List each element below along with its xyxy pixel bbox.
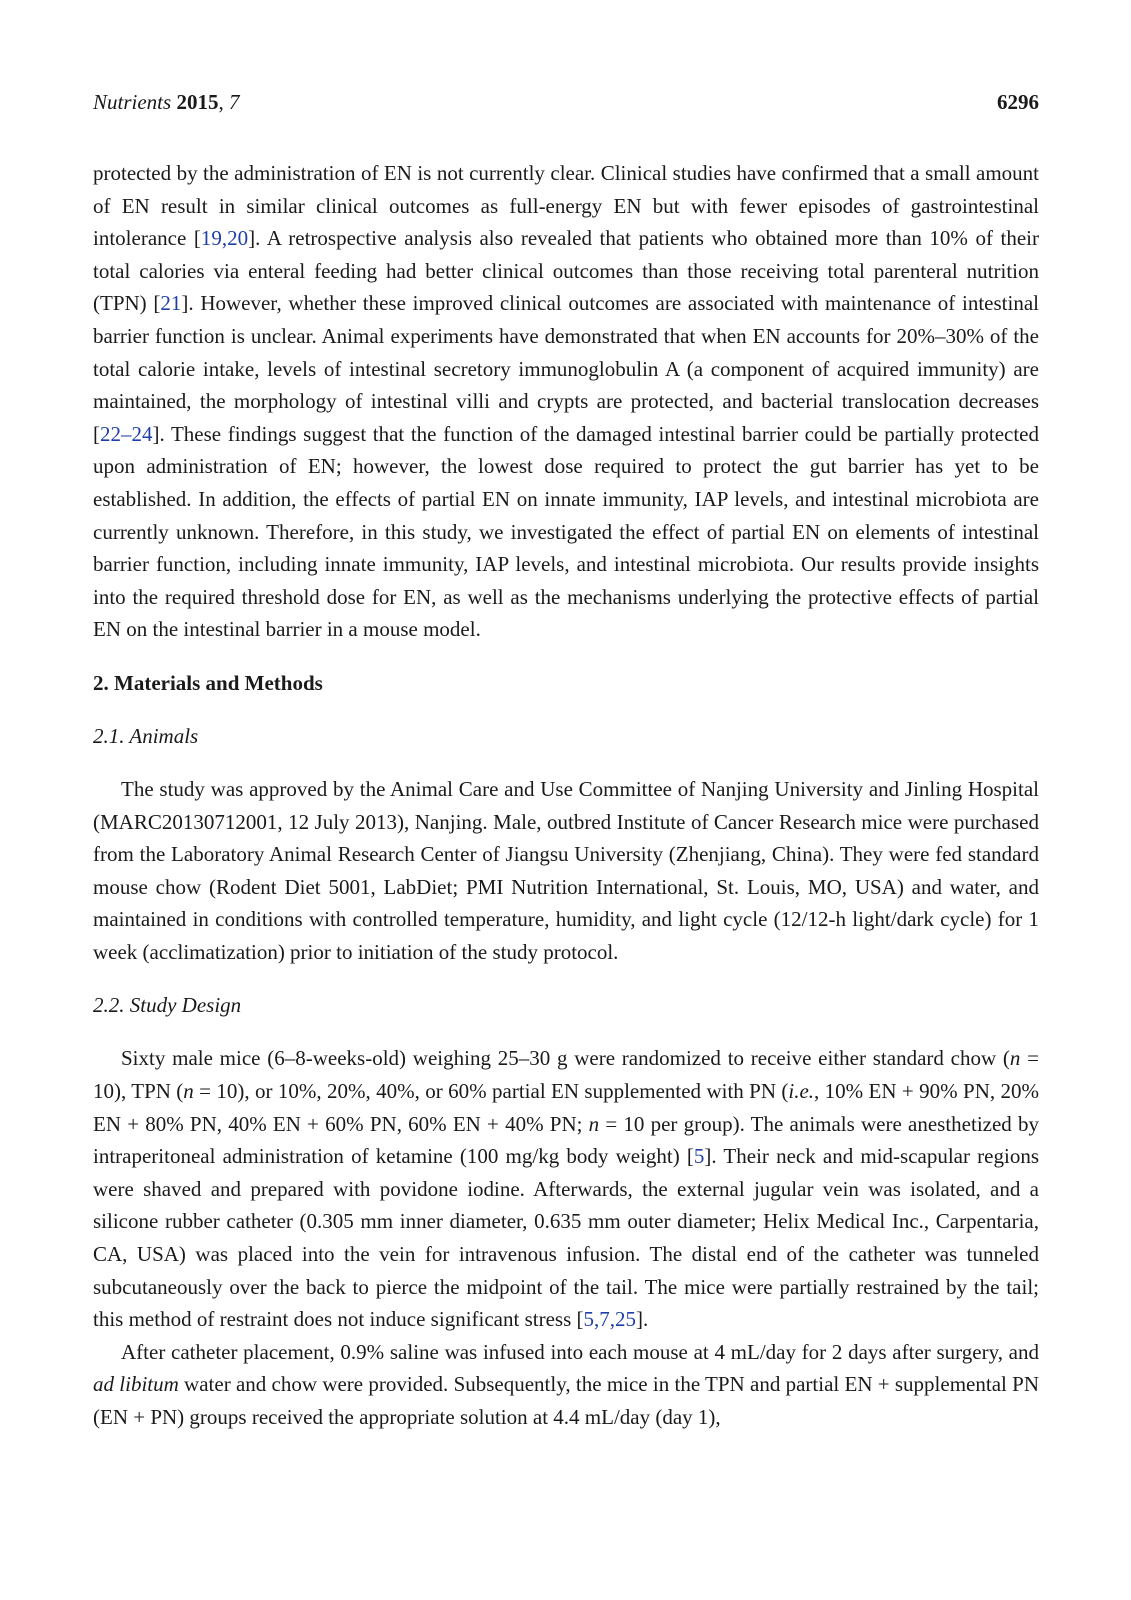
italic-ie: i.e.	[788, 1079, 815, 1104]
text-run: After catheter placement, 0.9% saline was infused into each mouse at 4 mL/day for 2 days after surgery, and	[121, 1339, 1039, 1364]
text-run: = 10), TPN (	[93, 1046, 1039, 1104]
text-run: , 10% EN + 90% PN, 20% EN + 80% PN, 40% EN + 60% PN, 60% EN + 40% PN;	[93, 1079, 1039, 1136]
citation-link[interactable]: 5,7,25	[583, 1307, 636, 1332]
spacer	[93, 1021, 1039, 1042]
study-design-paragraph-1	[93, 1042, 1039, 1335]
text-run: = 10), or 10%, 20%, 40%, or 60% partial EN supplemented with PN (	[193, 1079, 789, 1104]
citation-link[interactable]: 22–24	[100, 421, 153, 446]
section-heading-materials-methods: 2. Materials and Methods	[93, 670, 323, 695]
header-comma: ,	[218, 90, 229, 114]
animals-paragraph: The study was approved by the Animal Care and Use Committee of Nanjing University and Jinling Hospital (MARC20130712001, 12 July 2013), Nanjing. Male, outbred Institute of Cancer Research mice were purchased from the Laboratory Animal Research Center of Jiangsu University (Zhenjiang, China). They were fed standard mouse chow (Rodent Diet 5001, LabDiet; PMI Nutrition International, St. Louis, MO, USA) and water, and maintained in conditions with controlled temperature, humidity, and light cycle (12/12-h light/dark cycle) for 1 week (acclimatization) prior to initiation of the study protocol.	[93, 776, 1039, 964]
spacer	[93, 752, 1039, 773]
article-body	[93, 157, 1039, 1434]
text-run: ]. These findings suggest that the function of the damaged intestinal barrier could be partially protected upon administration of EN; however, the lowest dose required to protect the gut barrier has yet to be established. In addition, the effects of partial EN on innate immunity, IAP levels, and intestinal microbiota are currently unknown. Therefore, in this study, we investigated the effect of partial EN on elements of intestinal barrier function, including innate immunity, IAP levels, and intestinal microbiota. Our results provide insights into the required threshold dose for EN, as well as the mechanisms underlying the protective effects of partial EN on the intestinal barrier in a mouse model.	[93, 421, 1039, 642]
journal-volume: 7	[228, 90, 240, 114]
italic-n: n	[1009, 1046, 1021, 1071]
text-run: ].	[636, 1307, 649, 1332]
citation-link[interactable]: 21	[160, 291, 182, 316]
intro-paragraph	[93, 157, 1039, 646]
text-run: ]. However, whether these improved clinical outcomes are associated with maintenance of intestinal barrier function is unclear. Animal experiments have demonstrated that when EN accounts for 20%–30% of the total calorie intake, levels of intestinal secretory immunoglobulin A (a component of acquired immunity) are maintained, the morphology of intestinal villi and crypts are protected, and bacterial translocation decreases [	[93, 291, 1039, 446]
journal-year: 2015	[176, 90, 219, 114]
page-number: 6296	[997, 90, 1039, 114]
citation-link[interactable]: 19,20	[200, 226, 249, 251]
journal-name: Nutrients	[93, 90, 172, 114]
citation-link[interactable]: 5	[693, 1144, 705, 1169]
text-run: water and chow were provided. Subsequently, the mice in the TPN and partial EN + supplemental PN (EN + PN) groups received the appropriate solution at 4.4 mL/day (day 1),	[93, 1372, 1039, 1429]
text-run: Sixty male mice (6–8-weeks-old) weighing 25–30 g were randomized to receive either standard chow (	[121, 1046, 1010, 1071]
study-design-paragraph-2	[93, 1336, 1039, 1434]
running-header	[93, 88, 1039, 116]
text-run: ]. Their neck and mid-scapular regions were shaved and prepared with povidone iodine. Afterwards, the external jugular vein was isolated, and a silicone rubber catheter (0.305 mm inner diameter, 0.635 mm outer diameter; Helix Medical Inc., Carpentaria, CA, USA) was placed into the vein for intravenous infusion. The distal end of the catheter was tunneled subcutaneously over the back to pierce the midpoint of the tail. The mice were partially restrained by the tail; this method of restraint does not induce significant stress [	[93, 1144, 1039, 1332]
text-run: protected by the administration of EN is not currently clear. Clinical studies have confirmed that a small amount of EN result in similar clinical outcomes as full-energy EN but with fewer episodes of gastrointestinal intolerance [	[93, 161, 1039, 251]
italic-n: n	[183, 1079, 194, 1104]
subsection-heading-animals: 2.1. Animals	[93, 723, 199, 748]
italic-ad-libitum: ad libitum	[93, 1372, 179, 1397]
text-run: ]. A retrospective analysis also revealed that patients who obtained more than 10% of their total calories via enteral feeding had better clinical outcomes than those receiving total parenteral nutrition (TPN) [	[93, 226, 1039, 316]
text-run: = 10 per group). The animals were anesthetized by intraperitoneal administration of ketamine (100 mg/kg body weight) [	[93, 1111, 1039, 1169]
subsection-heading-study-design: 2.2. Study Design	[93, 993, 242, 1018]
italic-n: n	[588, 1111, 600, 1136]
